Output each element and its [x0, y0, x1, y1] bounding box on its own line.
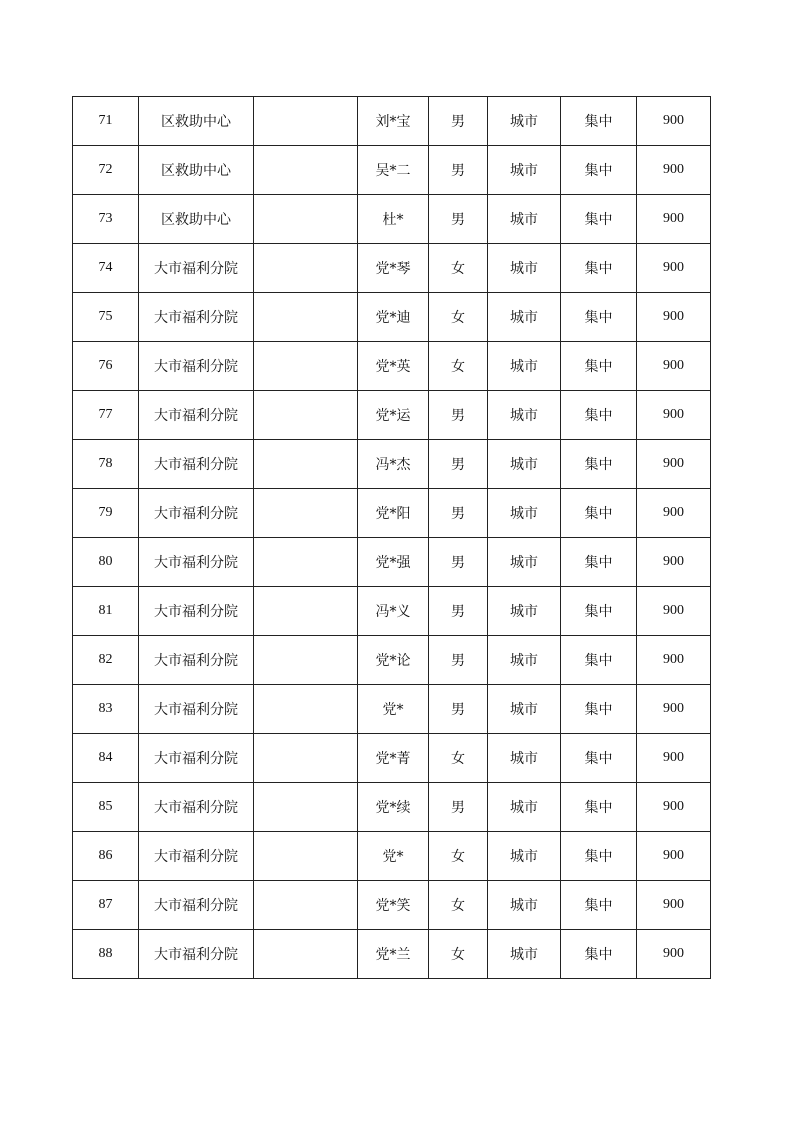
cell-blank [254, 342, 358, 391]
cell-area-type: 城市 [488, 440, 561, 489]
cell-index: 85 [73, 783, 139, 832]
cell-gender: 女 [429, 930, 488, 979]
cell-person-name: 党*阳 [358, 489, 429, 538]
cell-blank [254, 146, 358, 195]
cell-organization: 大市福利分院 [139, 587, 254, 636]
cell-organization: 大市福利分院 [139, 636, 254, 685]
cell-person-name: 党*续 [358, 783, 429, 832]
cell-area-type: 城市 [488, 342, 561, 391]
cell-blank [254, 685, 358, 734]
cell-amount: 900 [637, 146, 711, 195]
table-row [73, 636, 711, 685]
cell-organization: 大市福利分院 [139, 881, 254, 930]
cell-area-type: 城市 [488, 489, 561, 538]
table-row [73, 685, 711, 734]
cell-index: 73 [73, 195, 139, 244]
cell-amount: 900 [637, 391, 711, 440]
table-row [73, 783, 711, 832]
cell-index: 74 [73, 244, 139, 293]
cell-care-mode: 集中 [561, 244, 637, 293]
cell-care-mode: 集中 [561, 832, 637, 881]
cell-gender: 男 [429, 391, 488, 440]
cell-area-type: 城市 [488, 636, 561, 685]
cell-person-name: 党*论 [358, 636, 429, 685]
cell-gender: 男 [429, 636, 488, 685]
cell-organization: 大市福利分院 [139, 783, 254, 832]
cell-amount: 900 [637, 930, 711, 979]
table-body [73, 97, 711, 979]
cell-amount: 900 [637, 636, 711, 685]
cell-person-name: 党*笑 [358, 881, 429, 930]
cell-amount: 900 [637, 440, 711, 489]
cell-index: 78 [73, 440, 139, 489]
cell-organization: 大市福利分院 [139, 832, 254, 881]
cell-gender: 男 [429, 97, 488, 146]
cell-amount: 900 [637, 538, 711, 587]
cell-organization: 大市福利分院 [139, 293, 254, 342]
cell-index: 76 [73, 342, 139, 391]
cell-care-mode: 集中 [561, 146, 637, 195]
cell-care-mode: 集中 [561, 538, 637, 587]
cell-person-name: 党*迪 [358, 293, 429, 342]
cell-amount: 900 [637, 832, 711, 881]
cell-index: 87 [73, 881, 139, 930]
cell-care-mode: 集中 [561, 930, 637, 979]
cell-blank [254, 930, 358, 979]
cell-blank [254, 587, 358, 636]
cell-care-mode: 集中 [561, 293, 637, 342]
cell-care-mode: 集中 [561, 734, 637, 783]
table-row [73, 342, 711, 391]
cell-blank [254, 244, 358, 293]
cell-amount: 900 [637, 881, 711, 930]
cell-organization: 大市福利分院 [139, 930, 254, 979]
table-row [73, 440, 711, 489]
cell-organization: 大市福利分院 [139, 685, 254, 734]
cell-person-name: 刘*宝 [358, 97, 429, 146]
cell-amount: 900 [637, 293, 711, 342]
cell-index: 84 [73, 734, 139, 783]
cell-index: 82 [73, 636, 139, 685]
cell-person-name: 党*菁 [358, 734, 429, 783]
cell-amount: 900 [637, 489, 711, 538]
cell-index: 88 [73, 930, 139, 979]
cell-area-type: 城市 [488, 587, 561, 636]
cell-organization: 大市福利分院 [139, 391, 254, 440]
cell-care-mode: 集中 [561, 587, 637, 636]
cell-blank [254, 391, 358, 440]
cell-amount: 900 [637, 244, 711, 293]
cell-amount: 900 [637, 734, 711, 783]
cell-gender: 男 [429, 783, 488, 832]
cell-blank [254, 538, 358, 587]
table-row [73, 930, 711, 979]
cell-blank [254, 783, 358, 832]
table-row [73, 391, 711, 440]
roster-table [72, 96, 711, 979]
cell-care-mode: 集中 [561, 636, 637, 685]
cell-care-mode: 集中 [561, 391, 637, 440]
cell-organization: 区救助中心 [139, 97, 254, 146]
cell-index: 81 [73, 587, 139, 636]
cell-person-name: 党* [358, 832, 429, 881]
cell-area-type: 城市 [488, 391, 561, 440]
cell-gender: 男 [429, 440, 488, 489]
cell-gender: 女 [429, 832, 488, 881]
cell-care-mode: 集中 [561, 489, 637, 538]
cell-amount: 900 [637, 587, 711, 636]
cell-area-type: 城市 [488, 538, 561, 587]
cell-gender: 男 [429, 538, 488, 587]
table-row [73, 734, 711, 783]
cell-person-name: 党*英 [358, 342, 429, 391]
cell-index: 71 [73, 97, 139, 146]
cell-area-type: 城市 [488, 146, 561, 195]
cell-care-mode: 集中 [561, 97, 637, 146]
cell-amount: 900 [637, 195, 711, 244]
table-row [73, 538, 711, 587]
cell-blank [254, 440, 358, 489]
cell-care-mode: 集中 [561, 440, 637, 489]
cell-blank [254, 293, 358, 342]
cell-care-mode: 集中 [561, 881, 637, 930]
cell-person-name: 冯*杰 [358, 440, 429, 489]
cell-gender: 男 [429, 489, 488, 538]
cell-gender: 男 [429, 195, 488, 244]
cell-organization: 大市福利分院 [139, 489, 254, 538]
cell-organization: 大市福利分院 [139, 244, 254, 293]
cell-area-type: 城市 [488, 195, 561, 244]
cell-amount: 900 [637, 783, 711, 832]
cell-person-name: 党* [358, 685, 429, 734]
table-row [73, 146, 711, 195]
table-row [73, 881, 711, 930]
table-row [73, 195, 711, 244]
cell-blank [254, 881, 358, 930]
cell-organization: 大市福利分院 [139, 342, 254, 391]
cell-gender: 女 [429, 244, 488, 293]
cell-area-type: 城市 [488, 244, 561, 293]
cell-index: 83 [73, 685, 139, 734]
cell-gender: 男 [429, 685, 488, 734]
cell-area-type: 城市 [488, 783, 561, 832]
cell-blank [254, 734, 358, 783]
cell-gender: 女 [429, 342, 488, 391]
table-row [73, 489, 711, 538]
cell-area-type: 城市 [488, 881, 561, 930]
cell-care-mode: 集中 [561, 342, 637, 391]
cell-organization: 大市福利分院 [139, 734, 254, 783]
cell-amount: 900 [637, 97, 711, 146]
table-row [73, 832, 711, 881]
cell-organization: 区救助中心 [139, 146, 254, 195]
cell-gender: 男 [429, 146, 488, 195]
cell-index: 72 [73, 146, 139, 195]
cell-blank [254, 636, 358, 685]
cell-gender: 男 [429, 587, 488, 636]
cell-index: 77 [73, 391, 139, 440]
cell-index: 80 [73, 538, 139, 587]
table-row [73, 587, 711, 636]
cell-area-type: 城市 [488, 734, 561, 783]
cell-gender: 女 [429, 881, 488, 930]
cell-person-name: 杜* [358, 195, 429, 244]
cell-index: 75 [73, 293, 139, 342]
cell-person-name: 党*琴 [358, 244, 429, 293]
cell-organization: 大市福利分院 [139, 440, 254, 489]
cell-organization: 大市福利分院 [139, 538, 254, 587]
cell-area-type: 城市 [488, 832, 561, 881]
cell-gender: 女 [429, 293, 488, 342]
cell-area-type: 城市 [488, 293, 561, 342]
cell-blank [254, 97, 358, 146]
cell-blank [254, 195, 358, 244]
cell-person-name: 党*兰 [358, 930, 429, 979]
cell-person-name: 冯*义 [358, 587, 429, 636]
table-row [73, 293, 711, 342]
cell-area-type: 城市 [488, 97, 561, 146]
cell-index: 86 [73, 832, 139, 881]
cell-care-mode: 集中 [561, 685, 637, 734]
cell-blank [254, 832, 358, 881]
table-row [73, 244, 711, 293]
cell-gender: 女 [429, 734, 488, 783]
cell-person-name: 党*强 [358, 538, 429, 587]
table-row [73, 97, 711, 146]
cell-area-type: 城市 [488, 930, 561, 979]
cell-blank [254, 489, 358, 538]
cell-amount: 900 [637, 685, 711, 734]
cell-care-mode: 集中 [561, 195, 637, 244]
cell-area-type: 城市 [488, 685, 561, 734]
cell-care-mode: 集中 [561, 783, 637, 832]
cell-person-name: 吴*二 [358, 146, 429, 195]
cell-index: 79 [73, 489, 139, 538]
cell-organization: 区救助中心 [139, 195, 254, 244]
cell-person-name: 党*运 [358, 391, 429, 440]
cell-amount: 900 [637, 342, 711, 391]
